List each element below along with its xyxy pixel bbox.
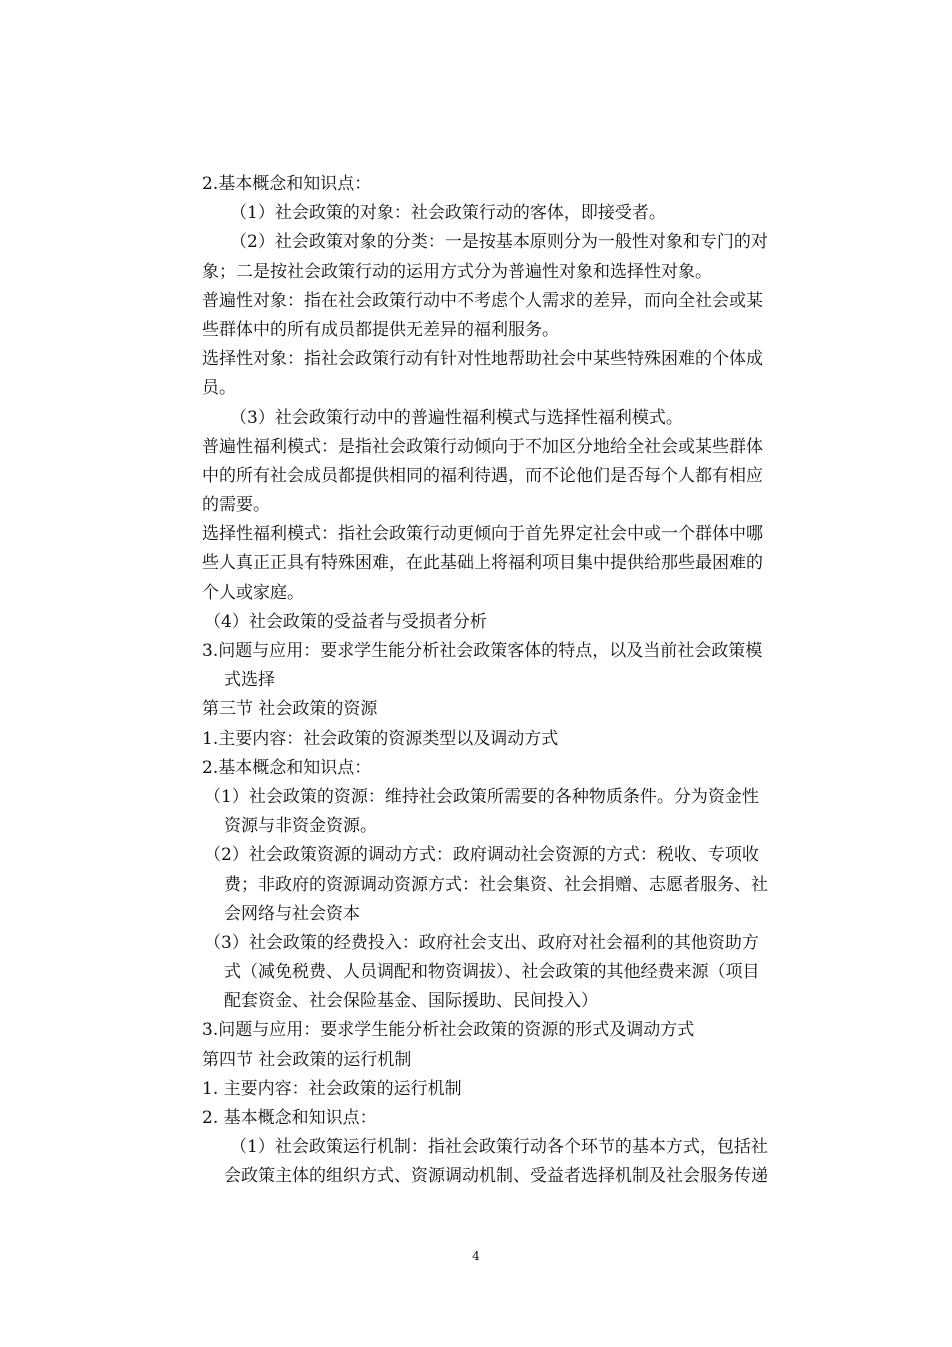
text-line: 中的所有社会成员都提供相同的福利待遇，而不论他们是否每个人都有相应 [202, 465, 763, 486]
text-line: 资源与非资金资源。 [224, 816, 377, 837]
text-line: 选择性对象：指社会政策行动有针对性地帮助社会中某些特殊困难的个体成 [202, 349, 763, 370]
text-line: 员。 [202, 378, 236, 399]
text-line: 式（减免税费、人员调配和物资调拔）、社会政策的其他经费来源（项目 [224, 962, 760, 983]
text-line: 配套资金、社会保险基金、国际援助、民间投入） [224, 991, 598, 1012]
page-number: 4 [472, 1249, 480, 1263]
text-line: 的需要。 [202, 495, 270, 516]
text-line: （1）社会政策的对象：社会政策行动的客体，即接受者。 [230, 203, 666, 224]
text-line: 象；二是按社会政策行动的运用方式分为普遍性对象和选择性对象。 [202, 261, 712, 282]
text-line: 普遍性对象：指在社会政策行动中不考虑个人需求的差异，而向全社会或某 [202, 290, 763, 311]
text-line: 2.基本概念和知识点： [202, 757, 372, 778]
text-line: 会政策主体的组织方式、资源调动机制、受益者选择机制及社会服务传递 [224, 1166, 768, 1187]
text-line: 个人或家庭。 [202, 582, 304, 603]
text-line: 1. 主要内容：社会政策的运行机制 [202, 1078, 462, 1099]
page-content [202, 170, 840, 1192]
text-line: 普遍性福利模式：是指社会政策行动倾向于不加区分地给全社会或某些群体 [202, 436, 763, 457]
text-line: 些群体中的所有成员都提供无差异的福利服务。 [202, 319, 559, 340]
text-line: （2）社会政策资源的调动方式：政府调动社会资源的方式：税收、专项收 [204, 845, 759, 866]
text-line: （1）社会政策的资源：维持社会政策所需要的各种物质条件。分为资金性 [204, 786, 759, 807]
text-line: 2. 基本概念和知识点： [202, 1108, 377, 1128]
text-line: （4）社会政策的受益者与受损者分析 [204, 611, 487, 632]
text-line: 费；非政府的资源调动资源方式：社会集资、社会捐赠、志愿者服务、社 [224, 874, 768, 895]
section-title: 第三节 社会政策的资源 [202, 699, 378, 720]
section-heading: 2.基本概念和知识点： [202, 174, 372, 194]
text-line: （1）社会政策运行机制：指社会政策行动各个环节的基本方式，包括社 [230, 1137, 768, 1158]
section-title: 第四节 社会政策的运行机制 [202, 1049, 412, 1070]
text-line: 选择性福利模式：指社会政策行动更倾向于首先界定社会中或一个群体中哪 [202, 524, 763, 545]
text-line: （3）社会政策行动中的普遍性福利模式与选择性福利模式。 [230, 407, 683, 428]
text-line: 3.问题与应用：要求学生能分析社会政策客体的特点，以及当前社会政策模 [202, 641, 763, 661]
text-line: （2）社会政策对象的分类：一是按基本原则分为一般性对象和专门的对 [230, 232, 768, 253]
text-line: 1.主要内容：社会政策的资源类型以及调动方式 [202, 728, 559, 749]
text-line: 些人真正正具有特殊困难，在此基础上将福利项目集中提供给那些最困难的 [202, 553, 763, 574]
text-line: 3.问题与应用：要求学生能分析社会政策的资源的形式及调动方式 [202, 1020, 695, 1041]
text-line: （3）社会政策的经费投入：政府社会支出、政府对社会福利的其他资助方 [204, 932, 759, 953]
text-line: 式选择 [224, 670, 275, 691]
text-line: 会网络与社会资本 [224, 903, 360, 924]
